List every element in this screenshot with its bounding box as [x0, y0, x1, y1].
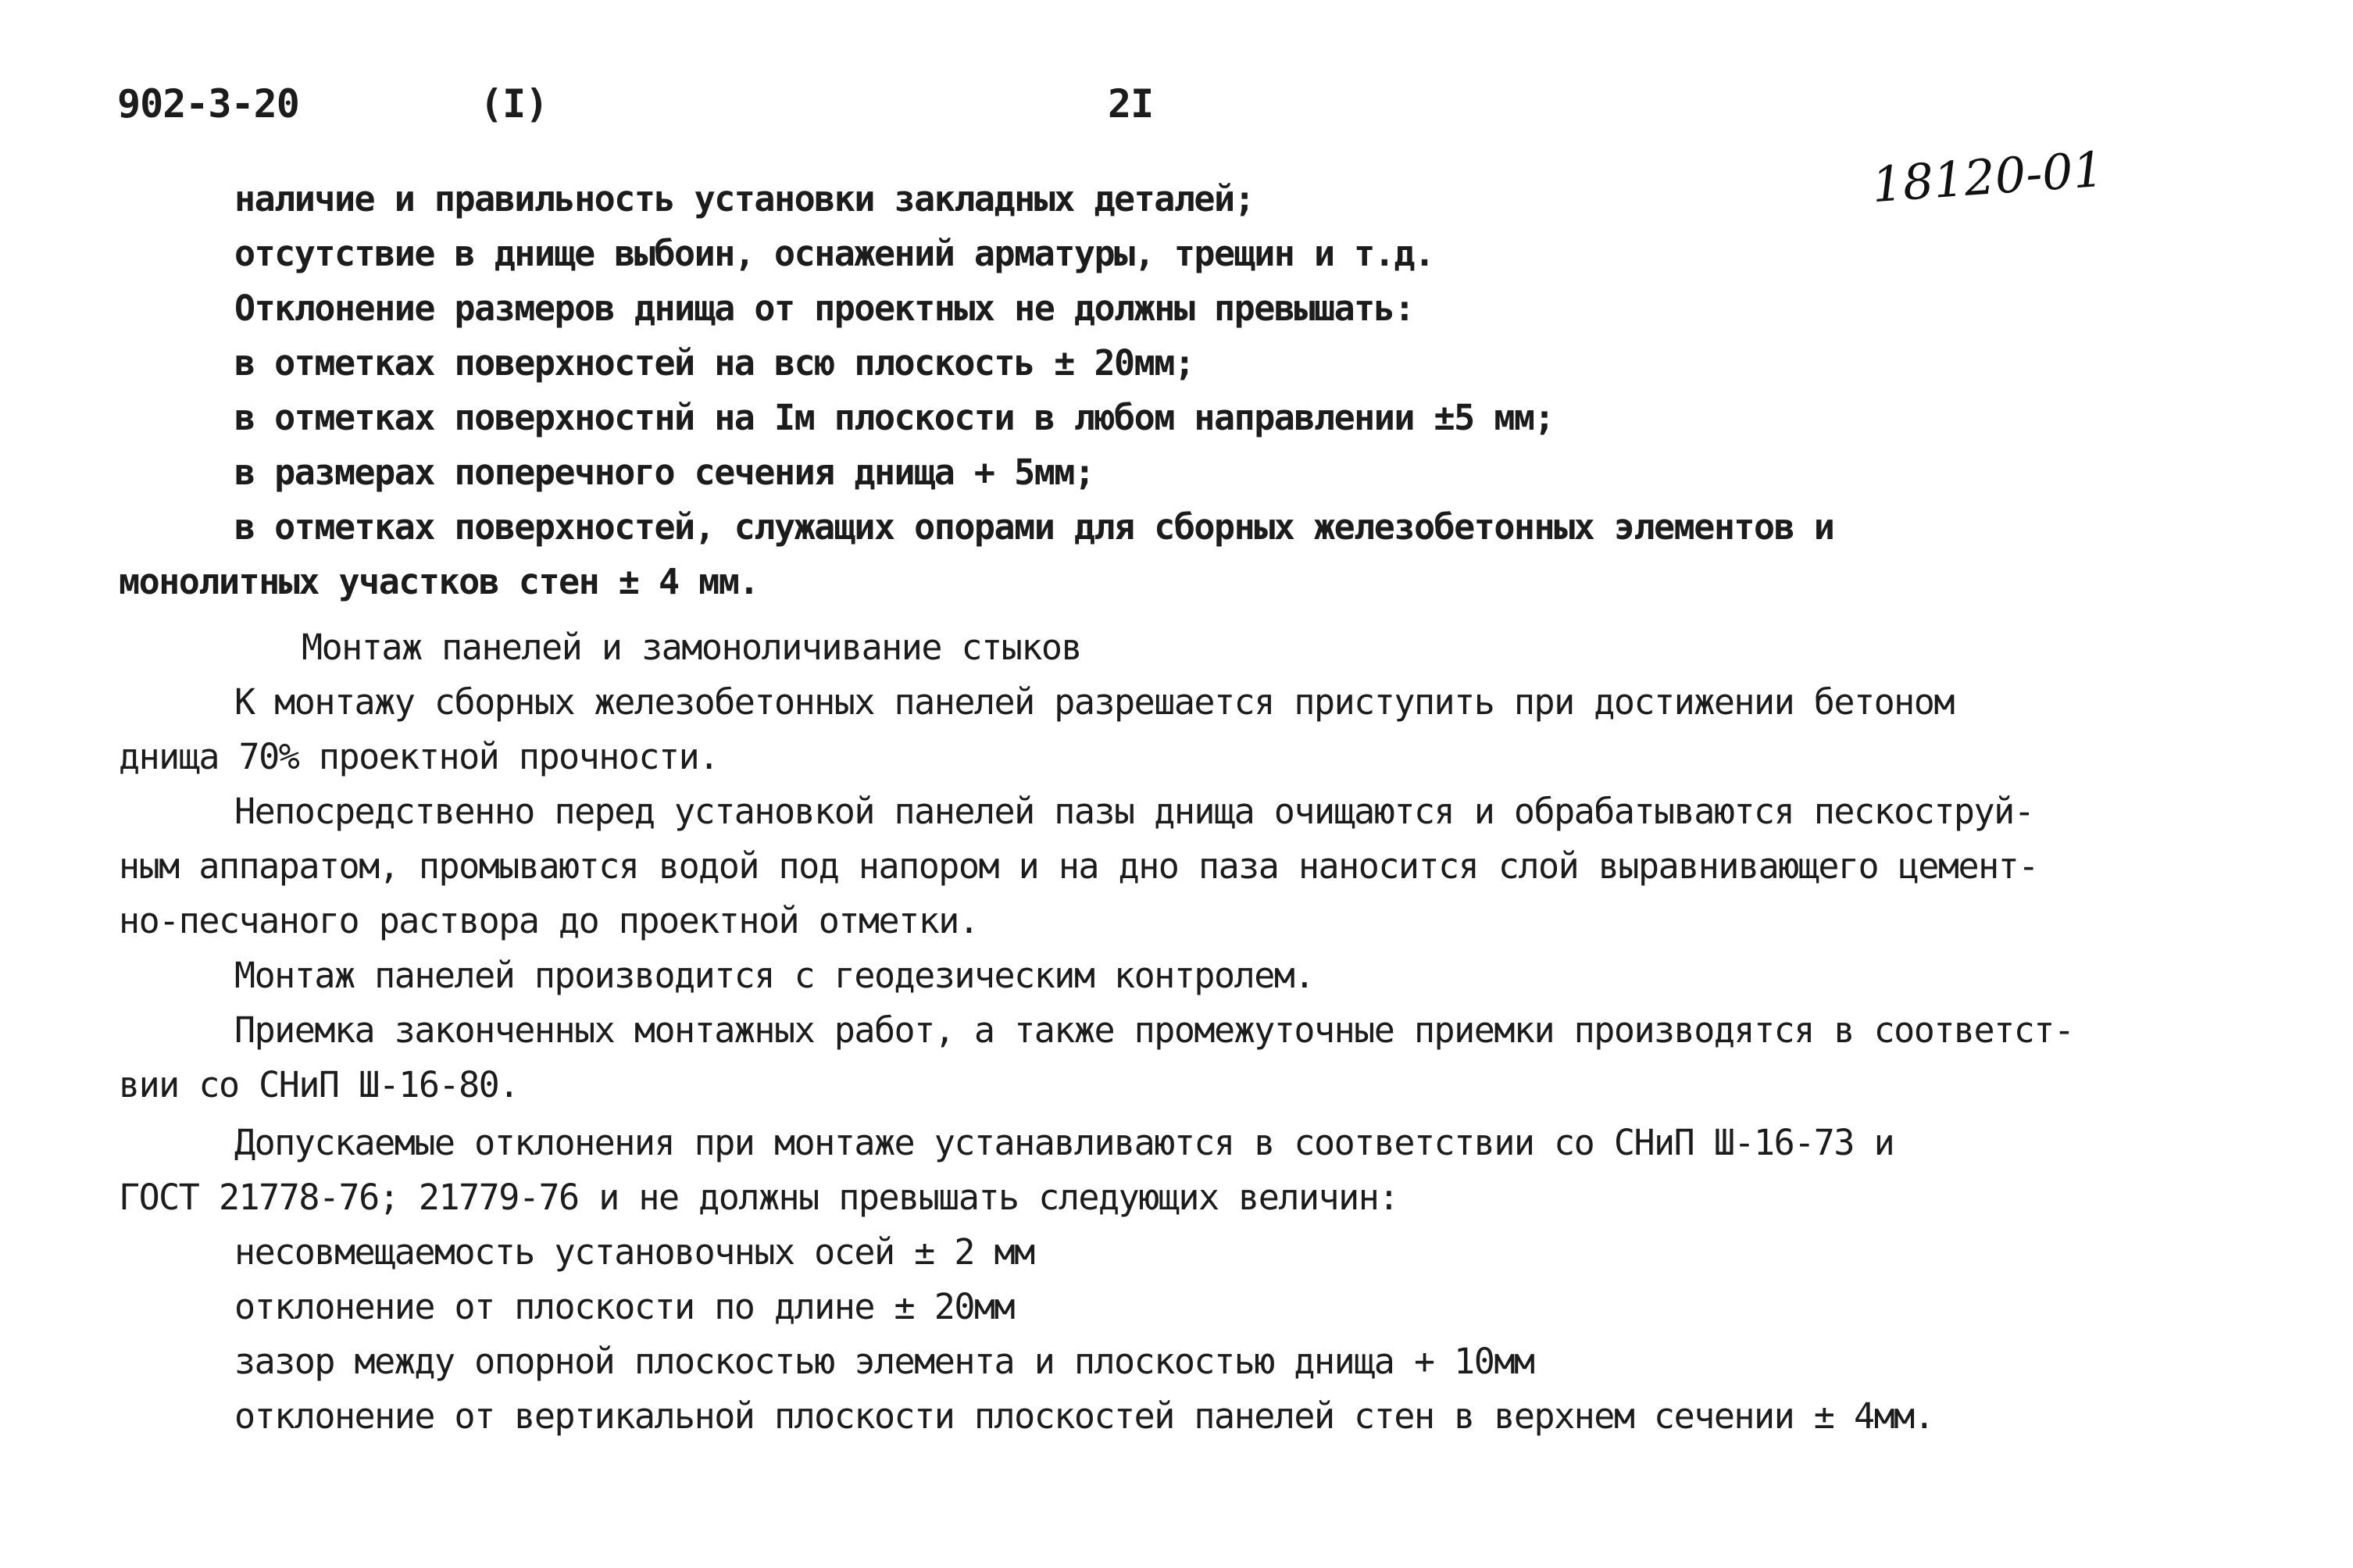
- text-line: монолитных участков стен ± 4 мм.: [119, 561, 759, 602]
- text-line: несовмещаемость установочных осей ± 2 мм: [234, 1231, 1034, 1273]
- text-line: К монтажу сборных железобетонных панелей разрешается приступить при достижении бетоном: [234, 681, 1954, 723]
- part-number: (I): [480, 81, 548, 127]
- text-line: отклонение от вертикальной плоскости плоскостей панелей стен в верхнем сечении ± 4мм.: [234, 1395, 1934, 1437]
- text-line: в размерах поперечного сечения днища + 5мм;: [234, 452, 1094, 493]
- text-line: ным аппаратом, промываются водой под напором и на дно паза наносится слой выравнивающего цемент-: [119, 845, 2038, 887]
- document-code: 902-3-20: [117, 81, 299, 127]
- text-line: вии со СНиП Ш-16-80.: [119, 1064, 519, 1105]
- text-line: в отметках поверхностнй на Iм плоскости в любом направлении ±5 мм;: [234, 397, 1555, 438]
- text-line: отклонение от плоскости по длине ± 20мм: [234, 1286, 1015, 1327]
- text-line: отсутствие в днище выбоин, оснажений арматуры, трещин и т.д.: [234, 233, 1434, 274]
- handwritten-code: 18120-01: [1869, 140, 2106, 214]
- text-line: зазор между опорной плоскостью элемента и плоскостью днища + 10мм: [234, 1341, 1534, 1382]
- text-line: в отметках поверхностей на всю плоскость ± 20мм;: [234, 342, 1194, 384]
- text-line: Приемка законченных монтажных работ, а также промежуточные приемки производятся в соответст-: [234, 1009, 2074, 1051]
- section-heading: Монтаж панелей и замоноличивание стыков: [302, 627, 1082, 668]
- text-line: Отклонение размеров днища от проектных не должны превышать:: [234, 288, 1414, 329]
- text-line: Допускаемые отклонения при монтаже устанавливаются в соответствии со СНиП Ш-16-73 и: [234, 1122, 1894, 1163]
- text-line: ГОСТ 21778-76; 21779-76 и не должны превышать следующих величин:: [119, 1177, 1398, 1218]
- text-line: днища 70% проектной прочности.: [119, 736, 719, 777]
- text-line: Монтаж панелей производится с геодезическим контролем.: [234, 955, 1314, 996]
- text-line: но-песчаного раствора до проектной отметки.: [119, 900, 979, 941]
- text-line: Непосредственно перед установкой панелей пазы днища очищаются и обрабатываются пескоструй-: [234, 791, 2034, 832]
- page-number: 2I: [1108, 81, 1154, 127]
- text-line: в отметках поверхностей, служащих опорами для сборных железобетонных элементов и: [234, 506, 1834, 548]
- text-line: наличие и правильность установки закладных деталей;: [234, 178, 1255, 220]
